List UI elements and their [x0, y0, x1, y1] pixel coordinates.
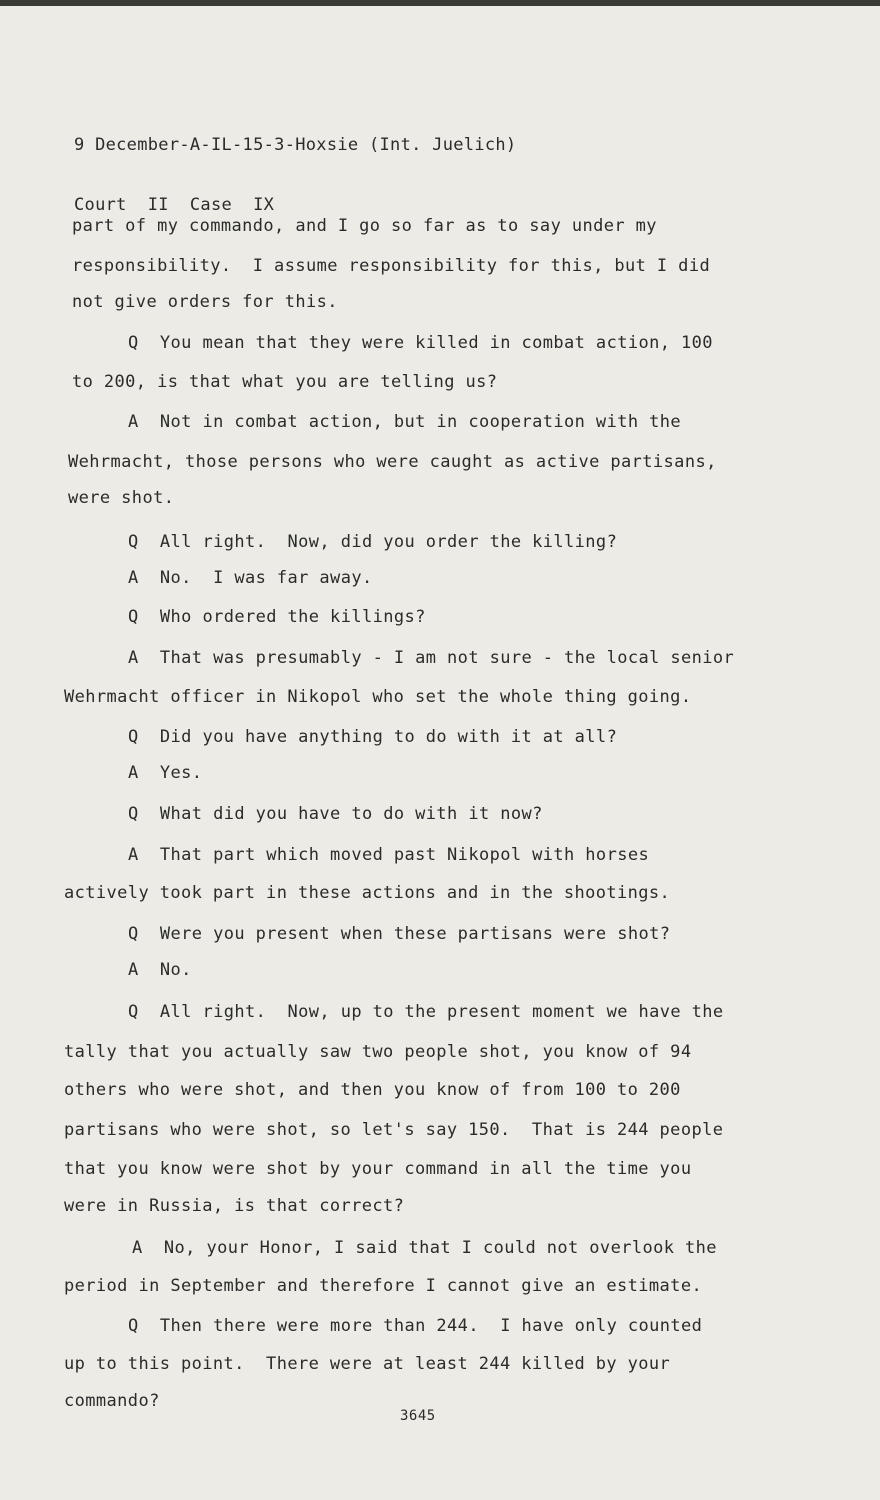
- answer-line: A No. I was far away.: [128, 568, 373, 588]
- scan-border: [0, 0, 880, 6]
- transcript-line: commando?: [64, 1391, 160, 1411]
- question-line: Q All right. Now, did you order the killing?: [128, 532, 618, 552]
- transcript-line: were in Russia, is that correct?: [64, 1196, 405, 1216]
- transcript-line: actively took part in these actions and in the shootings.: [64, 883, 671, 903]
- transcript-line: were shot.: [68, 488, 175, 508]
- answer-line: A Not in combat action, but in cooperation with the: [128, 412, 682, 432]
- transcript-line: not give orders for this.: [72, 292, 338, 312]
- header-session-line: 9 December-A-IL-15-3-Hoxsie (Int. Juelich): [74, 135, 517, 155]
- question-line: Q You mean that they were killed in combat action, 100: [128, 333, 713, 353]
- question-line: Q Who ordered the killings?: [128, 607, 426, 627]
- transcript-line: others who were shot, and then you know of from 100 to 200: [64, 1080, 681, 1100]
- answer-line: A No, your Honor, I said that I could not overlook the: [132, 1238, 717, 1258]
- transcript-line: partisans who were shot, so let's say 150. That is 244 people: [64, 1120, 724, 1140]
- transcript-line: part of my commando, and I go so far as to say under my: [72, 216, 657, 236]
- transcript-line: to 200, is that what you are telling us?: [72, 372, 498, 392]
- answer-line: A Yes.: [128, 763, 203, 783]
- transcript-line: Wehrmacht, those persons who were caught as active partisans,: [68, 452, 717, 472]
- header-court-line: Court II Case IX: [74, 195, 275, 215]
- answer-line: A That part which moved past Nikopol with horses: [128, 845, 650, 865]
- answer-line: A That was presumably - I am not sure - the local senior: [128, 648, 735, 668]
- page-number: 3645: [400, 1408, 436, 1424]
- transcript-line: up to this point. There were at least 244 killed by your: [64, 1354, 671, 1374]
- answer-line: A No.: [128, 960, 192, 980]
- question-line: Q Then there were more than 244. I have only counted: [128, 1316, 703, 1336]
- transcript-line: tally that you actually saw two people shot, you know of 94: [64, 1042, 692, 1062]
- question-line: Q Did you have anything to do with it at all?: [128, 727, 618, 747]
- question-line: Q What did you have to do with it now?: [128, 804, 543, 824]
- transcript-line: that you know were shot by your command in all the time you: [64, 1159, 692, 1179]
- transcript-line: Wehrmacht officer in Nikopol who set the whole thing going.: [64, 687, 692, 707]
- question-line: Q Were you present when these partisans were shot?: [128, 924, 671, 944]
- transcript-line: period in September and therefore I cannot give an estimate.: [64, 1276, 703, 1296]
- question-line: Q All right. Now, up to the present moment we have the: [128, 1002, 724, 1022]
- transcript-line: responsibility. I assume responsibility for this, but I did: [72, 256, 711, 276]
